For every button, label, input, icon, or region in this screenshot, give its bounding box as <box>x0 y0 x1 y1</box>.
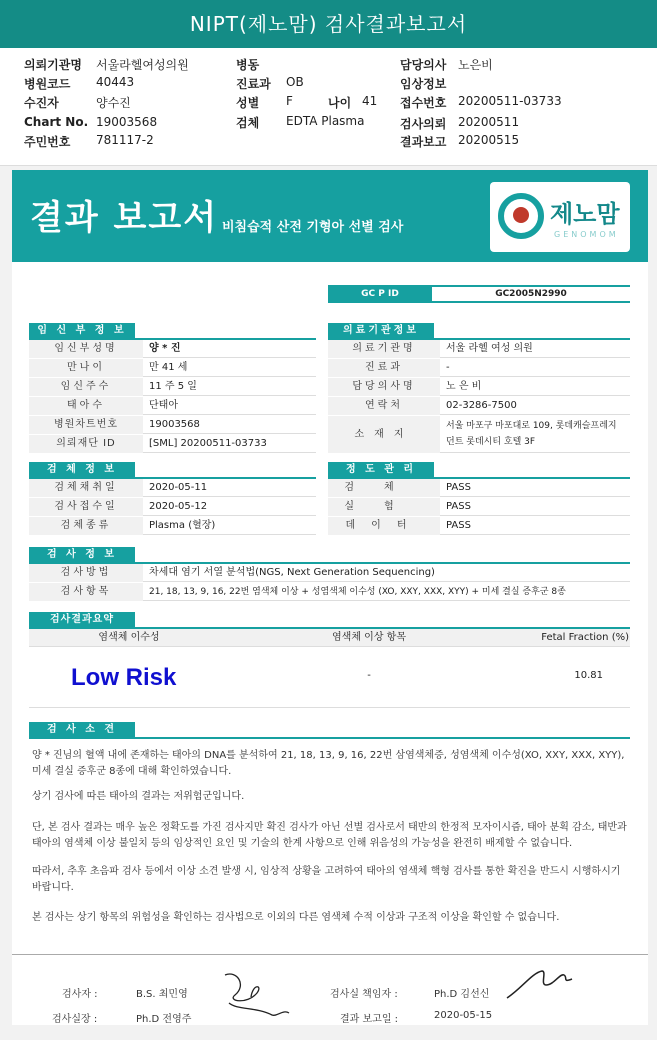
row-label: 검체채취일 <box>29 479 143 497</box>
header-value: EDTA Plasma <box>286 114 365 128</box>
logo-dot-icon <box>513 207 529 223</box>
row-label: 병원차트번호 <box>29 416 143 434</box>
opinion-paragraph: 양 * 진님의 혈액 내에 존재하는 태아의 DNA를 분석하여 21, 18, 13, 9, 16, 22번 삼염색체증, 성염색체 이수성(XO, XXY, XXX, XYY), 미세 결실 증후군 8종에 대해 확인하였습니다. <box>32 750 625 777</box>
header-label: 성별 <box>236 96 260 110</box>
row-value: PASS <box>446 501 471 512</box>
chief-name: Ph.D 김선신 <box>434 989 490 1000</box>
opinion-header: 검 사 소 견 <box>29 722 135 737</box>
table-row <box>29 378 316 396</box>
header-value: 20200515 <box>458 133 520 147</box>
head-label: 검사실장 : <box>52 1014 98 1025</box>
gcpid-label: GC P ID <box>328 287 432 301</box>
header-value: 41 <box>362 94 378 108</box>
header-label: 수진자 <box>24 96 59 110</box>
tester-label: 검사자 : <box>62 989 98 1000</box>
row-label: 임신부성명 <box>29 340 143 358</box>
signature-divider <box>12 954 648 955</box>
row-label: 담당의사명 <box>328 378 440 396</box>
header-label: 병동 <box>236 58 260 72</box>
patient-header <box>0 48 657 166</box>
table-row <box>29 340 316 358</box>
opinion-paragraph: 본 검사는 상기 항목의 위험성을 확인하는 검사법으로 이외의 다른 염색체 수적 이상과 구조적 이상을 확인할 수 없습니다. <box>32 912 560 923</box>
header-value: 양수진 <box>96 96 131 110</box>
section-divider <box>29 737 630 739</box>
row-label: 의료기관명 <box>328 340 440 358</box>
table-row <box>328 359 630 377</box>
qc-header: 정 도 관 리 <box>328 462 434 477</box>
table-row <box>328 517 630 535</box>
row-value: 서울 라헬 여성 의원 <box>446 343 533 354</box>
row-label: 검사방법 <box>29 564 143 582</box>
row-label: 진료과 <box>328 359 440 377</box>
signature-drawing-icon <box>502 963 582 1003</box>
header-value: F <box>286 94 293 108</box>
row-value: 02-3286-7500 <box>446 400 517 411</box>
table-row <box>29 435 316 453</box>
head-name: Ph.D 전영주 <box>136 1014 192 1025</box>
table-row <box>328 397 630 415</box>
table-row <box>328 479 630 497</box>
report-title: NIPT(제노맘) 검사결과보고서 <box>0 0 657 48</box>
row-value: 2020-05-12 <box>149 501 208 512</box>
result-low-risk: Low Risk <box>71 664 177 691</box>
header-value: 20200511-03733 <box>458 94 562 108</box>
row-value: 11 주 5 일 <box>149 381 197 392</box>
row-value: 만 41 세 <box>149 362 188 373</box>
row-value: 노 은 비 <box>446 381 482 392</box>
header-label: 병원코드 <box>24 77 71 91</box>
row-value: - <box>446 362 450 373</box>
row-label: 검사항목 <box>29 583 143 601</box>
header-value: 노은비 <box>458 58 493 72</box>
row-value: 19003568 <box>149 419 200 430</box>
row-label: 태아수 <box>29 397 143 415</box>
table-row <box>29 397 316 415</box>
table-row <box>29 583 630 601</box>
row-value: 차세대 염기 서열 분석법(NGS, Next Generation Sequencing) <box>149 567 435 578</box>
opinion-paragraph: 단, 본 검사 결과는 매우 높은 정확도를 가진 검사지만 확진 검사가 아닌 선별 검사로서 태반의 한정적 모자이시즘, 태아 분획 감소, 태반과 태아의 염색체 이상 불일치 등의 임상적인 요인 및 기술의 한계 사항으로 인해 위음성의 가능성을 완전히 배제할 수 없습니다. <box>32 822 627 849</box>
report-sheet <box>12 170 648 1025</box>
row-value: 2020-05-11 <box>149 482 208 493</box>
header-value: 20200511 <box>458 115 520 129</box>
report-date-value: 2020-05-15 <box>434 1010 493 1021</box>
table-row <box>29 564 630 582</box>
header-label: 검사의뢰 <box>400 117 447 131</box>
summary-result-row <box>29 648 630 708</box>
report-date-label: 결과 보고일 : <box>340 1014 399 1025</box>
row-value: PASS <box>446 520 471 531</box>
table-row <box>328 340 630 358</box>
tester-name: B.S. 최민영 <box>136 989 188 1000</box>
table-row <box>29 517 316 535</box>
address-line: 서울 마포구 마포대로 109, 롯데캐슬프레지 <box>446 421 617 431</box>
pregnant-info-header: 임 신 부 정 보 <box>29 323 135 338</box>
table-row <box>29 416 316 434</box>
table-row <box>328 416 630 453</box>
fetal-fraction-value: 10.81 <box>574 670 603 681</box>
chief-label: 검사실 책임자 : <box>330 989 398 1000</box>
logo-subtitle: GENOMOM <box>554 230 619 239</box>
header-value: 서울라헬여성의원 <box>96 58 189 72</box>
row-label: 검사접수일 <box>29 498 143 516</box>
column-header: 염색체 이수성 <box>98 632 160 643</box>
row-value: 양 * 진 <box>149 343 181 354</box>
header-label: 접수번호 <box>400 96 447 110</box>
row-label: 의뢰재단 ID <box>29 435 143 453</box>
row-label: 소재지 <box>328 416 440 453</box>
row-value: [SML] 20200511-03733 <box>149 438 267 449</box>
header-label: 나이 <box>328 96 352 110</box>
institution-info-header: 의료기관정보 <box>328 323 434 338</box>
row-label: 실험 <box>328 498 440 516</box>
header-label: Chart No. <box>24 115 89 129</box>
signature-drawing-icon <box>217 965 297 1025</box>
header-label: 의뢰기관명 <box>24 58 82 72</box>
genomom-logo <box>490 182 630 252</box>
summary-header: 검사결과요약 <box>29 612 135 627</box>
gcpid-bar <box>328 285 630 303</box>
header-label: 진료과 <box>236 77 271 91</box>
header-value: 19003568 <box>96 115 158 129</box>
test-info-header: 검 사 정 보 <box>29 547 135 562</box>
logo-name: 제노맘 <box>550 200 620 228</box>
row-label: 검체 <box>328 479 440 497</box>
header-value: OB <box>286 75 304 89</box>
header-label: 임상정보 <box>400 77 447 91</box>
row-label: 만나이 <box>29 359 143 377</box>
gcpid-value: GC2005N2990 <box>495 289 567 299</box>
table-row <box>29 479 316 497</box>
table-row <box>328 378 630 396</box>
column-header: 염색체 이상 항목 <box>332 632 406 643</box>
table-row <box>29 498 316 516</box>
header-value: 40443 <box>96 75 135 89</box>
banner-title: 결과 보고서 <box>30 198 219 238</box>
row-value: 21, 18, 13, 9, 16, 22번 염색체 이상 + 성염색체 이수성 (XO, XXY, XXX, XYY) + 미세 결실 증후군 8종 <box>149 587 566 597</box>
table-row <box>328 498 630 516</box>
table-row <box>29 359 316 377</box>
opinion-paragraph: 따라서, 추후 초음파 검사 등에서 이상 소견 발생 시, 임상적 상황을 고려하여 태아의 염색체 핵형 검사를 통한 확진을 반드시 시행하시기 바랍니다. <box>32 866 621 893</box>
abnormal-item-value: - <box>367 670 371 681</box>
header-label: 검체 <box>236 116 260 130</box>
opinion-paragraph: 상기 검사에 따른 태아의 결과는 저위험군입니다. <box>32 791 245 802</box>
header-value: 781117-2 <box>96 133 154 147</box>
column-header: Fetal Fraction (%) <box>541 632 629 643</box>
header-label: 주민번호 <box>24 135 71 149</box>
row-value: PASS <box>446 482 471 493</box>
result-banner <box>12 170 648 262</box>
header-label: 담당의사 <box>400 58 447 72</box>
row-label: 데이터 <box>328 517 440 535</box>
row-label: 검체종류 <box>29 517 143 535</box>
row-value: 단태아 <box>149 400 178 411</box>
row-label: 연락처 <box>328 397 440 415</box>
row-label: 임신주수 <box>29 378 143 396</box>
banner-subtitle: 비침습적 산전 기형아 선별 검사 <box>222 220 404 235</box>
address-line: 던트 롯데시티 호텔 3F <box>446 437 536 447</box>
row-value: Plasma (혈장) <box>149 520 216 531</box>
specimen-info-header: 검 체 정 보 <box>29 462 135 477</box>
header-label: 결과보고 <box>400 135 447 149</box>
summary-columns <box>29 629 630 647</box>
